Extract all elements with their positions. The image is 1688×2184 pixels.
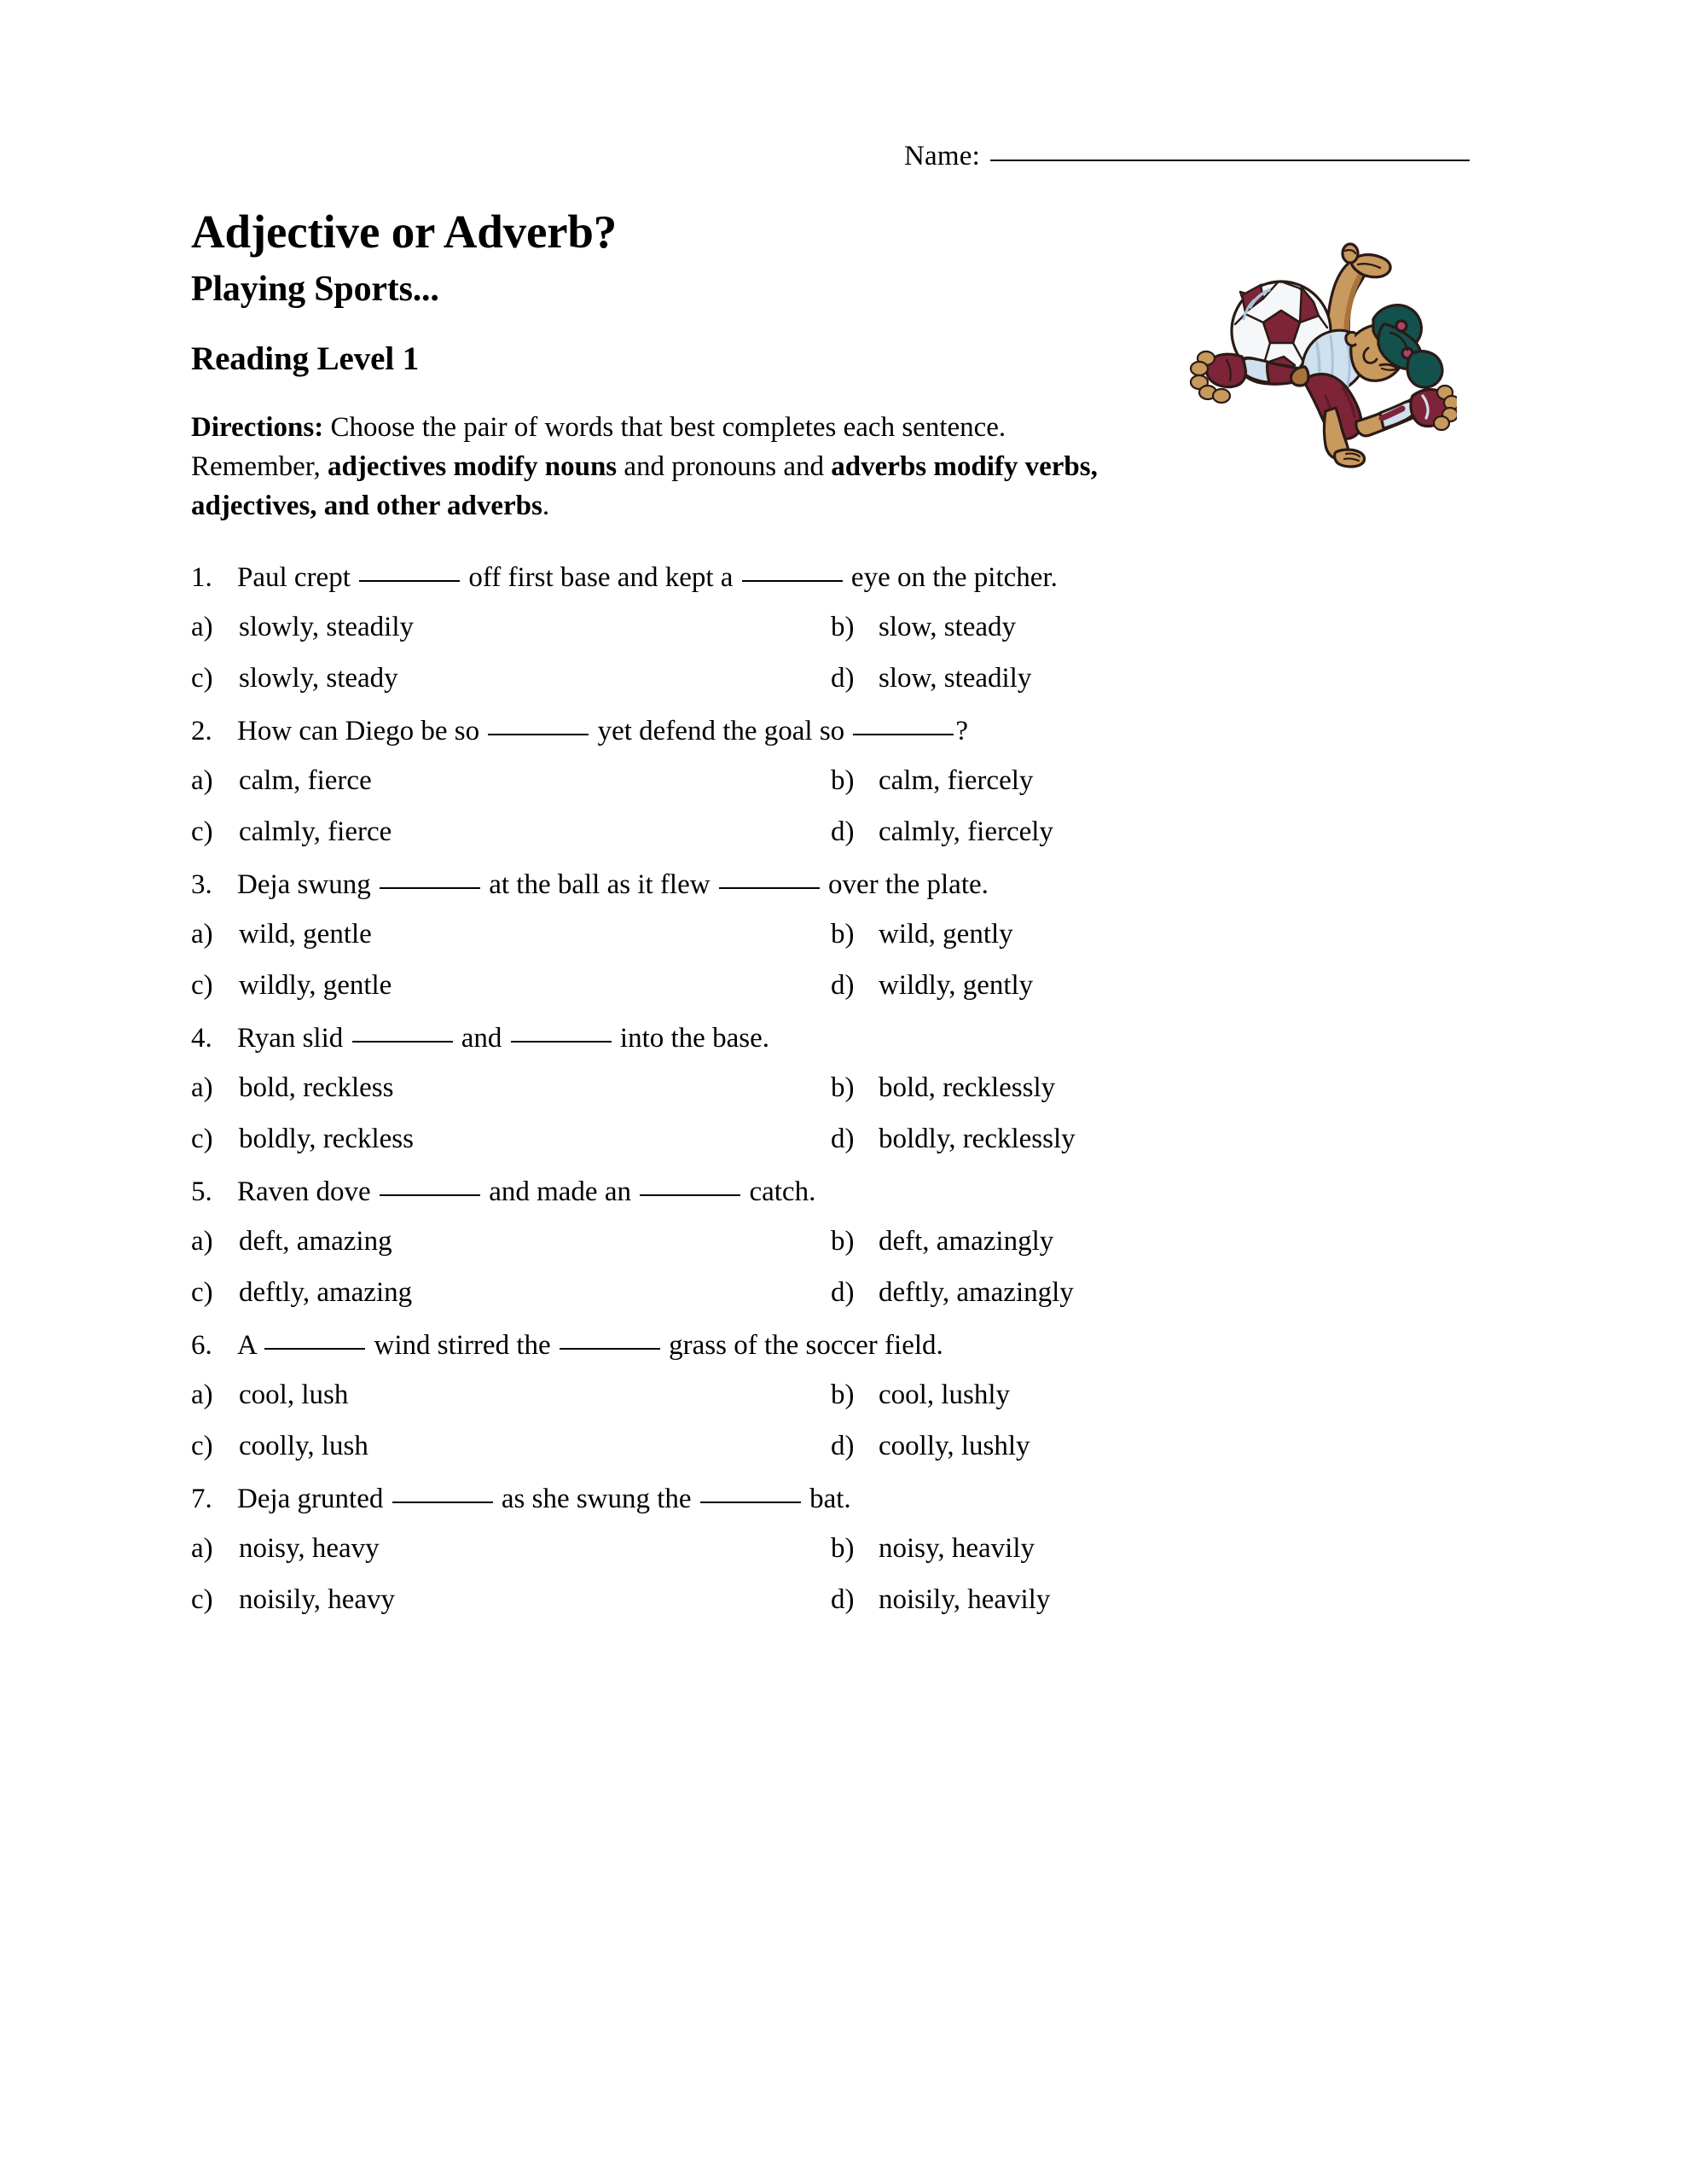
question-text-segment: eye on the pitcher. [844, 562, 1058, 593]
name-label: Name: [904, 141, 980, 171]
option-letter: a) [191, 612, 213, 642]
option-letter: c) [191, 1431, 213, 1461]
question-number: 7. [191, 1484, 212, 1514]
option-letter: b) [831, 919, 855, 950]
option-text: cool, lush [239, 1380, 349, 1410]
question-number: 1. [191, 562, 212, 593]
answer-option[interactable] [191, 762, 831, 799]
answer-option[interactable] [831, 762, 1470, 799]
answer-option[interactable] [831, 608, 1470, 646]
option-letter: a) [191, 1380, 213, 1410]
option-row [191, 1581, 1470, 1618]
answer-option[interactable] [191, 813, 831, 851]
option-text: calmly, fiercely [879, 816, 1053, 847]
option-text: coolly, lush [239, 1431, 368, 1461]
questions-list [191, 559, 1470, 1634]
answer-blank[interactable] [264, 1347, 365, 1350]
question-stem [191, 712, 1470, 750]
question-text [237, 1480, 851, 1518]
option-letter: b) [831, 1533, 855, 1564]
answer-option[interactable] [831, 967, 1470, 1004]
option-letter: b) [831, 1380, 855, 1410]
option-text: noisy, heavy [239, 1533, 380, 1564]
option-letter: d) [831, 663, 855, 694]
question-number: 3. [191, 869, 212, 900]
question-text-segment: yet defend the goal so [590, 716, 852, 746]
answer-option[interactable] [831, 659, 1470, 697]
option-row [191, 608, 1470, 646]
option-text: slowly, steadily [239, 612, 415, 642]
question-stem [191, 1327, 1470, 1364]
option-letter: a) [191, 1533, 213, 1564]
question-stem [191, 559, 1470, 596]
option-letter: d) [831, 816, 855, 847]
question-text-segment: wind stirred the [367, 1330, 558, 1361]
name-input-line[interactable] [990, 159, 1470, 161]
option-row [191, 967, 1470, 1004]
question-block [191, 712, 1470, 851]
option-letter: b) [831, 612, 855, 642]
option-text: noisily, heavily [879, 1584, 1051, 1615]
option-text: boldly, recklessly [879, 1124, 1076, 1154]
question-text-segment: Paul crept [237, 562, 358, 593]
answer-blank[interactable] [488, 733, 589, 735]
question-text-segment: How can Diego be so [237, 716, 487, 746]
directions-label: Directions: [191, 412, 324, 443]
option-letter: c) [191, 970, 213, 1001]
page-title: Adjective or Adverb? [191, 206, 618, 258]
option-row [191, 1274, 1470, 1311]
question-text-segment: over the plate. [821, 869, 989, 900]
question-block [191, 866, 1470, 1004]
answer-option[interactable] [191, 1069, 831, 1107]
answer-option[interactable] [191, 1376, 831, 1414]
answer-option[interactable] [831, 1223, 1470, 1260]
answer-blank[interactable] [392, 1501, 493, 1503]
option-letter: c) [191, 1124, 213, 1154]
option-row [191, 1069, 1470, 1107]
question-text-segment: as she swung the [494, 1484, 699, 1514]
question-text-segment: off first base and kept a [461, 562, 740, 593]
question-text-segment: Deja swung [237, 869, 378, 900]
question-block [191, 1173, 1470, 1311]
answer-blank[interactable] [560, 1347, 660, 1350]
answer-option[interactable] [191, 1581, 831, 1618]
option-text: boldly, reckless [239, 1124, 414, 1154]
option-text: deft, amazing [239, 1226, 392, 1257]
answer-blank[interactable] [380, 886, 480, 889]
option-letter: b) [831, 1226, 855, 1257]
question-block [191, 1019, 1470, 1158]
option-text: deftly, amazing [239, 1277, 413, 1308]
option-letter: a) [191, 1072, 213, 1103]
option-row [191, 659, 1470, 697]
option-text: coolly, lushly [879, 1431, 1030, 1461]
answer-option[interactable] [191, 967, 831, 1004]
option-row [191, 1376, 1470, 1414]
question-number: 2. [191, 716, 212, 746]
question-text-segment: ? [955, 716, 969, 746]
question-block [191, 1480, 1470, 1618]
answer-blank[interactable] [359, 579, 460, 582]
directions-text-1: Choose the pair of words that best completes each sentence. Remember, [191, 412, 1006, 482]
option-text: calm, fiercely [879, 765, 1034, 796]
question-number: 5. [191, 1176, 212, 1207]
question-stem [191, 1173, 1470, 1211]
option-row [191, 1120, 1470, 1158]
option-letter: a) [191, 1226, 213, 1257]
option-letter: d) [831, 1277, 855, 1308]
name-field-row [904, 141, 1470, 172]
answer-option[interactable] [831, 915, 1470, 953]
option-row [191, 1530, 1470, 1567]
answer-blank[interactable] [742, 579, 843, 582]
option-text: cool, lushly [879, 1380, 1010, 1410]
option-text: calm, fierce [239, 765, 372, 796]
answer-blank[interactable] [700, 1501, 801, 1503]
question-stem [191, 866, 1470, 903]
answer-blank[interactable] [640, 1194, 740, 1196]
directions-bold-1: adjectives modify nouns [327, 451, 618, 482]
option-row [191, 762, 1470, 799]
option-text: wild, gently [879, 919, 1013, 950]
question-text-segment: bat. [802, 1484, 851, 1514]
option-row [191, 915, 1470, 953]
option-group [191, 762, 1470, 851]
option-letter: d) [831, 1124, 855, 1154]
answer-blank[interactable] [380, 1194, 480, 1196]
option-text: noisy, heavily [879, 1533, 1035, 1564]
option-row [191, 1223, 1470, 1260]
reading-level-heading: Reading Level 1 [191, 340, 420, 377]
option-group [191, 915, 1470, 1004]
option-group [191, 1069, 1470, 1158]
option-text: wildly, gently [879, 970, 1034, 1001]
directions-text-3: . [542, 491, 550, 521]
answer-option[interactable] [191, 1274, 831, 1311]
question-block [191, 1327, 1470, 1465]
option-letter: c) [191, 663, 213, 694]
page-subtitle: Playing Sports... [191, 270, 439, 309]
answer-option[interactable] [191, 915, 831, 953]
answer-blank[interactable] [352, 1040, 453, 1043]
answer-blank[interactable] [511, 1040, 612, 1043]
option-letter: c) [191, 1277, 213, 1308]
answer-option[interactable] [191, 1530, 831, 1567]
question-text [237, 1327, 943, 1364]
answer-option[interactable] [191, 1427, 831, 1465]
answer-option[interactable] [831, 1069, 1470, 1107]
question-block [191, 559, 1470, 697]
answer-option[interactable] [831, 1427, 1470, 1465]
option-letter: a) [191, 919, 213, 950]
option-letter: b) [831, 765, 855, 796]
question-text-segment: Raven dove [237, 1176, 378, 1207]
option-row [191, 1427, 1470, 1465]
answer-option[interactable] [831, 1530, 1470, 1567]
option-letter: b) [831, 1072, 855, 1103]
answer-option[interactable] [831, 1120, 1470, 1158]
option-letter: c) [191, 1584, 213, 1615]
answer-option[interactable] [831, 1581, 1470, 1618]
answer-option[interactable] [831, 813, 1470, 851]
question-stem [191, 1019, 1470, 1057]
option-letter: d) [831, 1584, 855, 1615]
option-text: bold, reckless [239, 1072, 394, 1103]
answer-blank[interactable] [719, 886, 820, 889]
option-text: calmly, fierce [239, 816, 392, 847]
option-row [191, 813, 1470, 851]
option-letter: c) [191, 816, 213, 847]
option-text: noisily, heavy [239, 1584, 395, 1615]
question-text-segment: catch. [742, 1176, 816, 1207]
question-text-segment: and made an [481, 1176, 639, 1207]
answer-option[interactable] [191, 608, 831, 646]
question-text [237, 712, 968, 750]
question-text-segment: into the base. [612, 1023, 769, 1054]
option-letter: a) [191, 765, 213, 796]
question-text-segment: Deja grunted [237, 1484, 391, 1514]
question-text [237, 559, 1058, 596]
question-text-segment: Ryan slid [237, 1023, 351, 1054]
option-group [191, 1376, 1470, 1465]
question-stem [191, 1480, 1470, 1518]
option-letter: d) [831, 1431, 855, 1461]
answer-option[interactable] [191, 659, 831, 697]
soccer-player-bicycle-kick-illustration [1175, 229, 1457, 485]
question-text [237, 866, 989, 903]
option-text: slowly, steady [239, 663, 398, 694]
option-letter: d) [831, 970, 855, 1001]
question-text-segment: A [237, 1330, 264, 1361]
option-text: slow, steady [879, 612, 1017, 642]
option-text: wildly, gentle [239, 970, 392, 1001]
option-group [191, 608, 1470, 697]
option-text: bold, recklessly [879, 1072, 1056, 1103]
question-number: 6. [191, 1330, 212, 1361]
option-group [191, 1223, 1470, 1311]
directions-bold-2: adverbs modify verbs, adjectives, and other adverbs [191, 451, 1098, 521]
question-text-segment: at the ball as it flew [481, 869, 717, 900]
question-text [237, 1019, 769, 1057]
directions-paragraph [191, 408, 1134, 526]
option-text: deftly, amazingly [879, 1277, 1074, 1308]
question-text [237, 1173, 815, 1211]
answer-option[interactable] [191, 1120, 831, 1158]
question-number: 4. [191, 1023, 212, 1054]
question-text-segment: grass of the soccer field. [661, 1330, 943, 1361]
answer-option[interactable] [191, 1223, 831, 1260]
answer-option[interactable] [831, 1376, 1470, 1414]
option-group [191, 1530, 1470, 1618]
answer-option[interactable] [831, 1274, 1470, 1311]
directions-text-2: and pronouns and [617, 451, 832, 482]
option-text: deft, amazingly [879, 1226, 1054, 1257]
answer-blank[interactable] [853, 733, 954, 735]
option-text: slow, steadily [879, 663, 1032, 694]
question-text-segment: and [454, 1023, 509, 1054]
option-text: wild, gentle [239, 919, 372, 950]
